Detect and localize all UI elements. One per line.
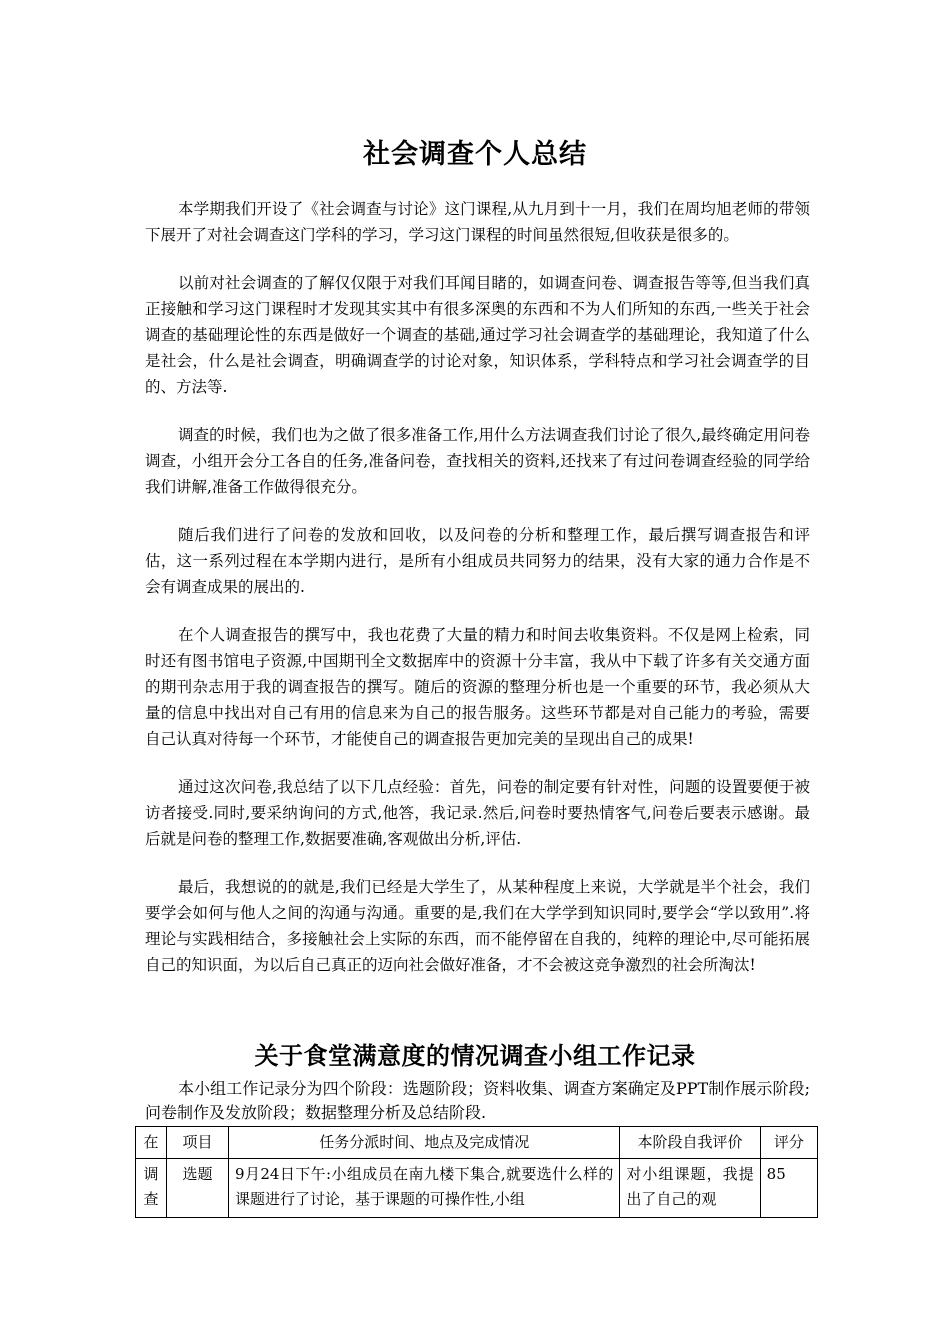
- cell-item: 选题: [167, 1159, 229, 1218]
- paragraph-2: 以前对社会调查的了解仅仅限于对我们耳闻目睹的，如调查问卷、调查报告等等,但当我们真正接触和学习这门课程时才发现其实其中有很多深奥的东西和不为人们所知的东西,一些关于社会调查的基础理论性的东西是做好一个调查的基础,通过学习社会调查学的基础理论，我知道了什么是社会，什么是社会调查，明确调查学的讨论对象，知识体系，学科特点和学习社会调查学的目的、方法等.: [145, 274, 810, 396]
- paragraph-7: 最后，我想说的的就是,我们已经是大学生了，从某种程度上来说，大学就是半个社会，我们要学会如何与他人之间的沟通与沟通。重要的是,我们在大学学到知识同时,要学会“学以致用”.将理论与实践相结合，多接触社会上实际的东西，而不能停留在自我的，纯粹的理论中,尽可能拓展自己的知识面，为以后自己真正的迈向社会做好准备，才不会被这竞争激烈的社会所淘汰!: [145, 878, 810, 974]
- section-intro: 本小组工作记录分为四个阶段：选题阶段；资料收集、调查方案确定及PPT制作展示阶段;问卷制作及发放阶段；数据整理分析及总结阶段.: [145, 1079, 810, 1122]
- self-eval-text: 对小组课题，我提出了自己的观: [626, 1165, 754, 1208]
- paragraph-1: 本学期我们开设了《社会调查与讨论》这门课程,从九月到十一月，我们在周均旭老师的带领下展开了对社会调查这门学科的学习，学习这门课程的时间虽然很短,但收获是很多的。: [145, 200, 810, 244]
- header-score: 评分: [760, 1127, 817, 1159]
- cell-detail: [229, 1159, 620, 1218]
- paragraph-5: 在个人调查报告的撰写中，我也花费了大量的精力和时间去收集资料。不仅是网上检索，同时还有图书馆电子资源,中国期刊全文数据库中的资源十分丰富，我从中下载了许多有关交通方面的期刊杂志用于我的调查报告的撰写。随后的资源的整理分析也是一个重要的环节，我必须从大量的信息中找出对自己有用的信息来为自己的报告服务。这些环节都是对自己能力的考验，需要自己认真对待每一个环节，才能使自己的调查报告更加完美的呈现出自己的成果!: [145, 626, 810, 748]
- paragraph-3: 调查的时候，我们也为之做了很多准备工作,用什么方法调查我们讨论了很久,最终确定用问卷调查，小组开会分工各自的任务,准备问卷，查找相关的资料,还找来了有过问卷调查经验的同学给我们讲解,准备工作做得很充分。: [145, 426, 810, 496]
- header-self-eval: 本阶段自我评价: [620, 1127, 760, 1159]
- detail-text: 9月24日下午:小组成员在南九楼下集合,就要选什么样的课题进行了讨论，基于课题的可操作性,小组: [235, 1165, 614, 1208]
- paragraph-6: 通过这次问卷,我总结了以下几点经验：首先，问卷的制定要有针对性，问题的设置要便于被访者接受.同时,要采纳询问的方式,他答，我记录.然后,问卷时要热情客气,问卷后要表示感谢。最后就是问卷的整理工作,数据要准确,客观做出分析,评估.: [145, 778, 810, 848]
- page-title: 社会调查个人总结: [363, 139, 587, 170]
- paragraph-4: 随后我们进行了问卷的发放和回收，以及问卷的分析和整理工作，最后撰写调查报告和评估，这一系列过程在本学期内进行，是所有小组成员共同努力的结果，没有大家的通力合作是不会有调查成果的展出的.: [145, 526, 810, 596]
- header-detail: 任务分派时间、地点及完成情况: [229, 1127, 620, 1159]
- cell-phase: [136, 1159, 167, 1218]
- work-log-table: [135, 1126, 818, 1218]
- table-row: [136, 1159, 818, 1218]
- summary-body: [145, 196, 810, 1000]
- phase-text: 调查: [143, 1165, 159, 1208]
- header-item: 项目: [167, 1127, 229, 1159]
- cell-score: 85: [760, 1159, 817, 1218]
- header-phase: 在: [136, 1127, 167, 1159]
- cell-self-eval: [620, 1159, 760, 1218]
- section-title: 关于食堂满意度的情况调查小组工作记录: [254, 1042, 696, 1070]
- table-header-row: [136, 1127, 818, 1159]
